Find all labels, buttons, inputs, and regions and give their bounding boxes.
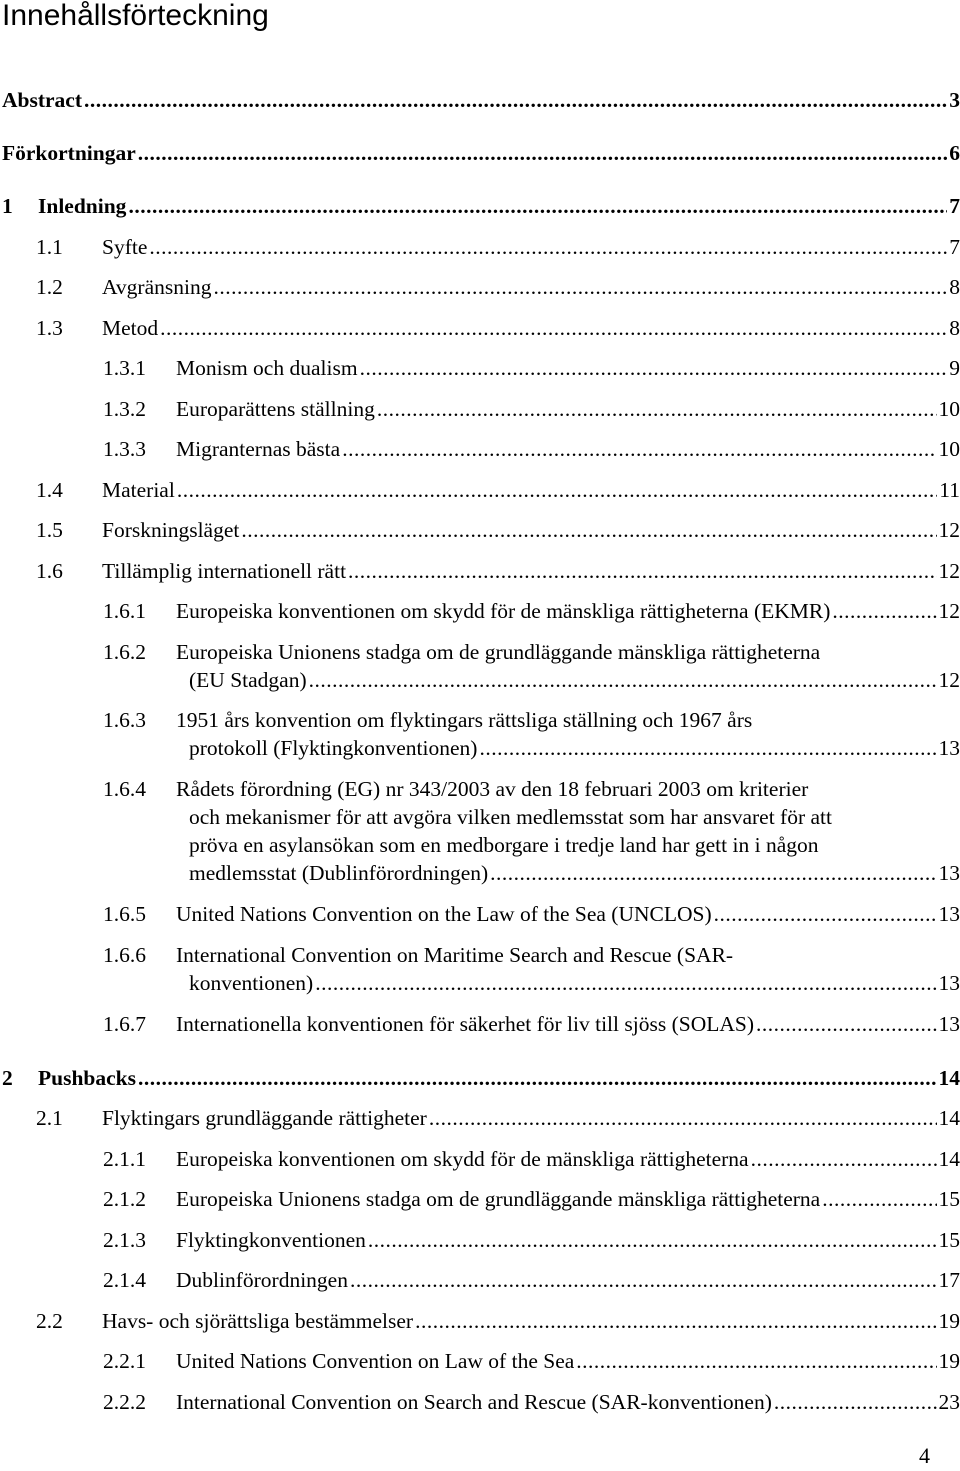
page-number: 4: [919, 1443, 930, 1468]
toc-number: 1.6.2: [103, 640, 146, 664]
toc-dot-leader: [756, 1011, 937, 1039]
toc-label-line: protokoll (Flyktingkonventionen): [189, 736, 478, 760]
toc-entry-1-6-5[interactable]: [103, 901, 960, 929]
toc-number: 1.3.2: [103, 397, 146, 421]
toc-page: 12: [938, 559, 960, 583]
toc-dot-leader: [342, 436, 936, 464]
toc-page: 14: [938, 1106, 960, 1130]
toc-page: 13: [938, 1012, 960, 1036]
toc-page: 12: [938, 599, 960, 623]
toc-page: 12: [938, 668, 960, 692]
toc-number: 1.3.1: [103, 356, 146, 380]
toc-number: 2.1: [36, 1106, 63, 1130]
toc-entry-2-1[interactable]: [36, 1105, 960, 1133]
toc-label: Avgränsning: [102, 275, 212, 299]
toc-label: Abstract: [2, 88, 83, 112]
toc-dot-leader: [348, 558, 936, 586]
toc-label: Metod: [102, 316, 159, 340]
toc-entry-1-4[interactable]: [36, 477, 960, 505]
toc-dot-leader: [360, 355, 948, 383]
toc-dot-leader: [490, 860, 936, 888]
toc-number: 1.6.6: [103, 943, 146, 967]
toc-dot-leader: [177, 477, 937, 505]
toc-page: 7: [949, 235, 960, 259]
toc-page: 13: [938, 736, 960, 760]
toc-label: Pushbacks: [38, 1066, 136, 1090]
toc-entry-2-1-2[interactable]: [103, 1186, 960, 1214]
toc-dot-leader: [138, 1065, 937, 1093]
toc-entry-1-5[interactable]: [36, 517, 960, 545]
toc-page: 14: [938, 1066, 960, 1090]
toc-page: 19: [938, 1349, 960, 1373]
toc-number: 1.4: [36, 478, 63, 502]
toc-dot-leader: [751, 1146, 937, 1174]
toc-page: 13: [938, 861, 960, 885]
toc-label: Flyktingkonventionen: [176, 1228, 366, 1252]
toc-entry-1-6-2[interactable]: [103, 639, 960, 695]
toc-label: Europeiska konventionen om skydd för de mänskliga rättigheterna (EKMR): [176, 599, 831, 623]
toc-entry-forkortningar[interactable]: [2, 140, 960, 168]
toc-page: 11: [939, 478, 960, 502]
toc-label-line: pröva en asylansökan som en medborgare i tredje land har gett in i någon: [189, 833, 819, 857]
toc-page: 19: [938, 1309, 960, 1333]
toc-entry-1-6-4[interactable]: [103, 776, 960, 888]
toc-entry-1-6-6[interactable]: [103, 942, 960, 998]
toc-number: 2.2: [36, 1309, 63, 1333]
toc-entry-2-2-1[interactable]: [103, 1348, 960, 1376]
toc-page: 9: [949, 356, 960, 380]
toc-dot-leader: [138, 140, 947, 168]
toc-label: Material: [102, 478, 175, 502]
toc-entry-1-3-2[interactable]: [103, 396, 960, 424]
toc-entry-1-3-1[interactable]: [103, 355, 960, 383]
toc-page: 8: [949, 275, 960, 299]
toc-dot-leader: [415, 1308, 936, 1336]
toc-number: 1.3: [36, 316, 63, 340]
toc-dot-leader: [714, 901, 937, 929]
toc-label: Europeiska konventionen om skydd för de mänskliga rättigheterna: [176, 1147, 749, 1171]
toc-number: 1: [2, 194, 13, 218]
toc-entry-1-6-7[interactable]: [103, 1011, 960, 1039]
toc-page: 15: [938, 1187, 960, 1211]
toc-page: 3: [949, 88, 960, 112]
toc-label-line: konventionen): [189, 971, 314, 995]
toc-page: 13: [938, 902, 960, 926]
toc-dot-leader: [350, 1267, 937, 1295]
toc-label-line: medlemsstat (Dublinförordningen): [189, 861, 489, 885]
toc-dot-leader: [241, 517, 936, 545]
toc-label: Europeiska Unionens stadga om de grundläggande mänskliga rättigheterna: [176, 1187, 821, 1211]
toc-label: Förkortningar: [2, 141, 136, 165]
toc-number: 2.2.2: [103, 1390, 146, 1414]
toc-label-line: Rådets förordning (EG) nr 343/2003 av den 18 februari 2003 om kriterier: [176, 777, 809, 801]
toc-dot-leader: [832, 598, 936, 626]
toc-entry-2-2-2[interactable]: [103, 1389, 960, 1417]
toc-dot-leader: [774, 1389, 937, 1417]
toc-dot-leader: [822, 1186, 936, 1214]
toc-page: 10: [938, 437, 960, 461]
toc-dot-leader: [576, 1348, 936, 1376]
toc-label: United Nations Convention on the Law of the Sea (UNCLOS): [176, 902, 712, 926]
toc-page: 15: [938, 1228, 960, 1252]
toc-dot-leader: [315, 970, 936, 998]
toc-number: 1.1: [36, 235, 63, 259]
toc-entry-1-3[interactable]: [36, 315, 960, 343]
toc-dot-leader: [479, 735, 936, 763]
toc-entry-1-2[interactable]: [36, 274, 960, 302]
toc-entry-2-2[interactable]: [36, 1308, 960, 1336]
toc-entry-2-1-3[interactable]: [103, 1227, 960, 1255]
toc-entry-1-6-3[interactable]: [103, 707, 960, 763]
toc-dot-leader: [213, 274, 947, 302]
toc-page: 10: [938, 397, 960, 421]
toc-label-line: International Convention on Maritime Search and Rescue (SAR-: [176, 943, 734, 967]
toc-page: 14: [938, 1147, 960, 1171]
toc-page: 8: [949, 316, 960, 340]
toc-label: Inledning: [38, 194, 127, 218]
toc-label: Internationella konventionen för säkerhet för liv till sjöss (SOLAS): [176, 1012, 754, 1036]
toc-label: Tillämplig internationell rätt: [102, 559, 347, 583]
toc-label-line: Europeiska Unionens stadga om de grundläggande mänskliga rättigheterna: [176, 640, 821, 664]
toc-page: 6: [949, 141, 960, 165]
toc-label: Flyktingars grundläggande rättigheter: [102, 1106, 427, 1130]
toc-number: 2: [2, 1066, 13, 1090]
toc-label-line: (EU Stadgan): [189, 668, 307, 692]
page-title: Innehållsförteckning: [2, 0, 269, 32]
toc-number: 1.5: [36, 518, 63, 542]
toc-dot-leader: [84, 87, 947, 115]
toc-number: 1.2: [36, 275, 63, 299]
toc-page: 7: [949, 194, 960, 218]
toc-entry-2-1-4[interactable]: [103, 1267, 960, 1295]
toc-label: International Convention on Search and Rescue (SAR-konventionen): [176, 1390, 772, 1414]
toc-dot-leader: [149, 234, 947, 262]
toc-entry-1-6[interactable]: [36, 558, 960, 586]
toc-page: 23: [938, 1390, 960, 1414]
toc-label: Forskningsläget: [102, 518, 240, 542]
toc-number: 2.1.4: [103, 1268, 146, 1292]
toc-number: 1.6.1: [103, 599, 146, 623]
toc-entry-1-3-3[interactable]: [103, 436, 960, 464]
toc-dot-leader: [429, 1105, 937, 1133]
toc-entry-1[interactable]: [2, 193, 960, 221]
toc-number: 2.1.3: [103, 1228, 146, 1252]
toc-dot-leader: [160, 315, 947, 343]
toc-dot-leader: [309, 667, 937, 695]
toc-number: 2.2.1: [103, 1349, 146, 1373]
toc-label: Havs- och sjörättsliga bestämmelser: [102, 1309, 414, 1333]
toc-label: Europarättens ställning: [176, 397, 375, 421]
toc-entry-abstract[interactable]: [2, 87, 960, 115]
toc-label: Monism och dualism: [176, 356, 358, 380]
toc-label: United Nations Convention on Law of the Sea: [176, 1349, 575, 1373]
toc-dot-leader: [377, 396, 937, 424]
toc-number: 1.6.3: [103, 708, 146, 732]
toc-label: Dublinförordningen: [176, 1268, 348, 1292]
toc-label: Migranternas bästa: [176, 437, 341, 461]
toc-entry-2-1-1[interactable]: [103, 1146, 960, 1174]
toc-number: 1.6.4: [103, 777, 146, 801]
toc-number: 2.1.2: [103, 1187, 146, 1211]
toc-number: 1.6.5: [103, 902, 146, 926]
toc-number: 1.6: [36, 559, 63, 583]
toc-number: 1.6.7: [103, 1012, 146, 1036]
toc-page: 12: [938, 518, 960, 542]
toc-dot-leader: [368, 1227, 937, 1255]
toc-entry-1-6-1[interactable]: [103, 598, 960, 626]
toc-number: 1.3.3: [103, 437, 146, 461]
toc-entry-2[interactable]: [2, 1065, 960, 1093]
toc-dot-leader: [128, 193, 947, 221]
toc-page: 17: [938, 1268, 960, 1292]
toc-label: Syfte: [102, 235, 148, 259]
toc-label-line: 1951 års konvention om flyktingars rättsliga ställning och 1967 års: [176, 708, 753, 732]
toc-page: 13: [938, 971, 960, 995]
toc-number: 2.1.1: [103, 1147, 146, 1171]
toc-entry-1-1[interactable]: [36, 234, 960, 262]
toc-label-line: och mekanismer för att avgöra vilken medlemsstat som har ansvaret för att: [189, 805, 832, 829]
